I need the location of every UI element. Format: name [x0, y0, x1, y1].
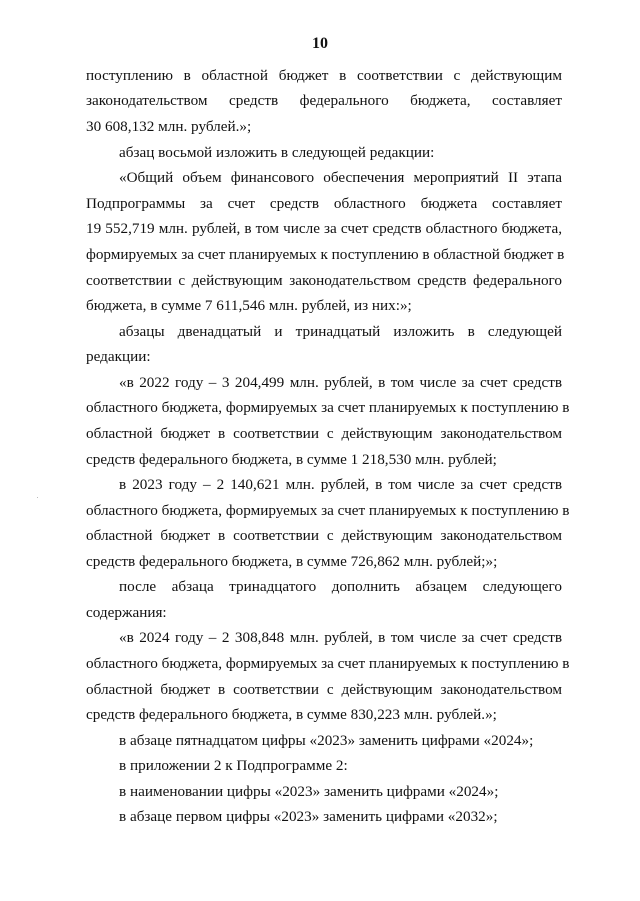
text-line: бюджета, в сумме 7 611,546 млн. рублей, из них:»;: [86, 297, 412, 314]
text-line: областной бюджет в соответствии с действующим законодательством: [86, 527, 562, 544]
text-line: законодательством средств федерального бюджета, составляет: [86, 92, 562, 109]
text-line: в 2023 году – 2 140,621 млн. рублей, в том числе за счет средств: [119, 476, 562, 493]
text-line: в наименовании цифры «2023» заменить цифрами «2024»;: [119, 783, 499, 800]
text-line: областного бюджета, формируемых за счет планируемых к поступлению в: [86, 399, 570, 416]
text-line: в приложении 2 к Подпрограмме 2:: [119, 757, 348, 774]
text-line: областной бюджет в соответствии с действующим законодательством: [86, 425, 562, 442]
text-line: в абзаце первом цифры «2023» заменить цифрами «2032»;: [119, 808, 498, 825]
text-line: «в 2022 году – 3 204,499 млн. рублей, в том числе за счет средств: [119, 374, 562, 391]
text-line: «Общий объем финансового обеспечения мероприятий II этапа: [119, 169, 562, 186]
text-line: 19 552,719 млн. рублей, в том числе за счет средств областного бюджета,: [86, 220, 562, 237]
text-line: областного бюджета, формируемых за счет планируемых к поступлению в: [86, 502, 570, 519]
text-line: формируемых за счет планируемых к поступлению в областной бюджет в: [86, 246, 565, 263]
text-line: поступлению в областной бюджет в соответствии с действующим: [86, 67, 562, 84]
text-line: областной бюджет в соответствии с действующим законодательством: [86, 681, 562, 698]
text-line: содержания:: [86, 604, 167, 621]
text-line: средств федерального бюджета, в сумме 1 218,530 млн. рублей;: [86, 451, 497, 468]
text-line: областного бюджета, формируемых за счет планируемых к поступлению в: [86, 655, 570, 672]
text-line: «в 2024 году – 2 308,848 млн. рублей, в том числе за счет средств: [119, 629, 562, 646]
text-line: редакции:: [86, 348, 151, 365]
text-line: в абзаце пятнадцатом цифры «2023» заменить цифрами «2024»;: [119, 732, 534, 749]
text-line: абзац восьмой изложить в следующей редакции:: [119, 144, 435, 161]
text-line: средств федерального бюджета, в сумме 726,862 млн. рублей;»;: [86, 553, 498, 570]
text-line: 30 608,132 млн. рублей.»;: [86, 118, 252, 135]
page-number: 10: [312, 35, 328, 52]
text-line: средств федерального бюджета, в сумме 830,223 млн. рублей.»;: [86, 706, 497, 723]
text-line: Подпрограммы за счет средств областного бюджета составляет: [86, 195, 562, 212]
text-line: соответствии с действующим законодательством средств федерального: [86, 272, 562, 289]
text-line: после абзаца тринадцатого дополнить абзацем следующего: [119, 578, 562, 595]
text-line: абзацы двенадцатый и тринадцатый изложить в следующей: [119, 323, 562, 340]
scan-speck: [37, 497, 38, 498]
